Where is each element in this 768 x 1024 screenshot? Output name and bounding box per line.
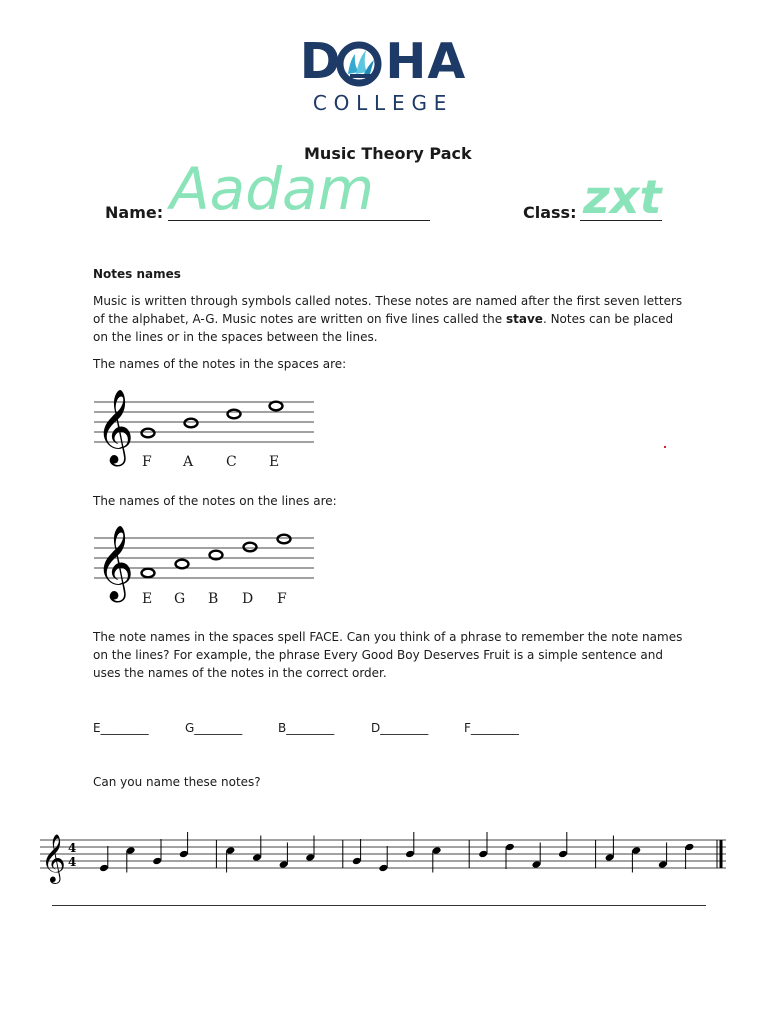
staff-lines: [40, 840, 726, 868]
time-signature-top: 4: [68, 841, 77, 855]
intro-bold-word: stave: [506, 312, 543, 326]
blank-e[interactable]: E________: [93, 721, 149, 735]
note-line-f: [278, 535, 291, 544]
logo-word-right: HA: [385, 33, 467, 90]
spaces-note-label: E: [269, 454, 280, 470]
spaces-note-label: C: [226, 454, 237, 470]
intro-text-end: . Notes can be placed on the lines or in the spaces between the lines.: [93, 312, 674, 344]
lines-note-label: B: [208, 591, 219, 607]
lines-caption: The names of the notes on the lines are:: [93, 494, 337, 508]
intro-paragraph: [93, 292, 683, 346]
time-signature-bottom: 4: [68, 855, 77, 869]
phrase-paragraph: The note names in the spaces spell FACE. Can you think of a phrase to remember the note names on the lines? For example, the phrase Every Good Boy Deserves Fruit is a simple sentence and uses the names of the notes in the correct order.: [93, 630, 683, 680]
logo-word-left: D: [299, 33, 342, 90]
note-line-d: [244, 543, 257, 552]
spaces-note-label: A: [183, 454, 194, 470]
blank-f[interactable]: F________: [464, 721, 519, 735]
exercise-staff: [38, 830, 732, 890]
treble-clef-icon: 𝄞: [96, 390, 134, 464]
name-label: Name:: [105, 203, 164, 222]
note-space-a: [185, 419, 198, 428]
note-space-f: [142, 429, 155, 438]
note-line-g: [176, 560, 189, 569]
spaces-staff: [92, 386, 318, 476]
blank-g[interactable]: G________: [185, 721, 243, 735]
class-label: Class:: [523, 203, 577, 222]
answer-line[interactable]: [52, 905, 706, 906]
logo-subtitle: COLLEGE: [312, 91, 454, 115]
blank-d[interactable]: D________: [371, 721, 429, 735]
blank-b[interactable]: B________: [278, 721, 335, 735]
treble-clef-icon: 𝄞: [96, 526, 134, 600]
spaces-note-label: F: [142, 454, 152, 470]
section-heading: Notes names: [93, 267, 181, 281]
note-space-e: [270, 402, 283, 411]
page-title: Music Theory Pack: [304, 144, 472, 163]
treble-clef-icon: 𝄞: [41, 833, 66, 882]
logo-flame-icon: [336, 40, 382, 88]
note-line-e: [142, 569, 155, 578]
exercise-prompt: Can you name these notes?: [93, 775, 261, 789]
lines-note-label: D: [242, 591, 254, 607]
lines-note-label: G: [174, 591, 186, 607]
name-handwriting: Aadam: [170, 155, 375, 223]
note-space-c: [228, 410, 241, 419]
logo-wordmark: [292, 33, 474, 90]
class-handwriting: zxt: [583, 170, 662, 224]
stray-mark: [664, 446, 666, 448]
spaces-caption: The names of the notes in the spaces are:: [93, 357, 347, 371]
lines-note-label: F: [277, 591, 287, 607]
lines-note-label: E: [142, 591, 153, 607]
intro-text-start: Music is written through symbols called notes. These notes are named after the first seven letters of the alphabet, A-G. Music notes are written on five lines called the: [93, 294, 683, 326]
